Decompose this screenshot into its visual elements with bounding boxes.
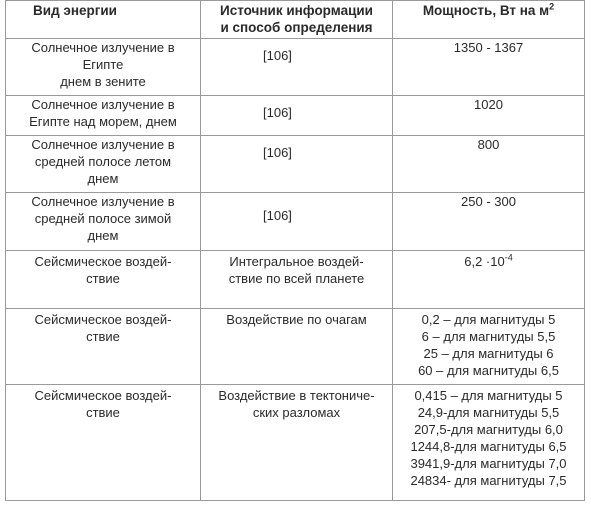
cell-source: Воздействие по очагам [201, 309, 393, 385]
cell-power: 0,2 – для магнитуды 5 6 – для магнитуды 5,5 25 – для магнитуды 6 60 – для магнитуды 6,5 [393, 309, 585, 385]
cell-energy-type: Солнечное излучение в средней полосе летом днем [6, 136, 201, 193]
header-source: Источник информации и способ определения [201, 1, 393, 39]
table-row [6, 193, 585, 251]
cell-source: [106] [201, 136, 393, 193]
cell-power: $6,2 \cdot 10^{-4}$ [393, 251, 585, 309]
cell-power: 250 - 300 [393, 193, 585, 251]
cell-energy-type: Сейсмическое воздей- ствие [6, 385, 201, 501]
table-row [6, 96, 585, 136]
cell-power: 0,415 – для магнитуды 5 24,9-для магнитуды 5,5 207,5-для магнитуды 6,0 1244,8-для магнитуды 6,5 3941,9-для магнитуды 7,0 24834- для магнитуды 7,5 [393, 385, 585, 501]
cell-energy-type: Солнечное излучение в Египте над морем, днем [6, 96, 201, 136]
table-row [6, 309, 585, 385]
header-energy-type: Вид энергии [6, 1, 201, 39]
cell-source: Воздействие в тектониче- ских разломах [201, 385, 393, 501]
cell-power: 800 [393, 136, 585, 193]
header-power: Мощность, Вт на $м^2$ [393, 1, 585, 39]
cell-energy-type: Солнечное излучение в средней полосе зимой днем [6, 193, 201, 251]
cell-power: 1020 [393, 96, 585, 136]
cell-energy-type: Сейсмическое воздей- ствие [6, 251, 201, 309]
energy-table [5, 0, 585, 501]
cell-source: Интегральное воздей- ствие по всей планете [201, 251, 393, 309]
table-row [6, 136, 585, 193]
cell-energy-type: Сейсмическое воздей- ствие [6, 309, 201, 385]
cell-energy-type: Солнечное излучение в Египте днем в зените [6, 39, 201, 96]
table-row [6, 39, 585, 96]
cell-source: [106] [201, 193, 393, 251]
table-row [6, 385, 585, 501]
table-header-row [6, 1, 585, 39]
cell-source: [106] [201, 96, 393, 136]
cell-source: [106] [201, 39, 393, 96]
table-row [6, 251, 585, 309]
cell-power: 1350 - 1367 [393, 39, 585, 96]
